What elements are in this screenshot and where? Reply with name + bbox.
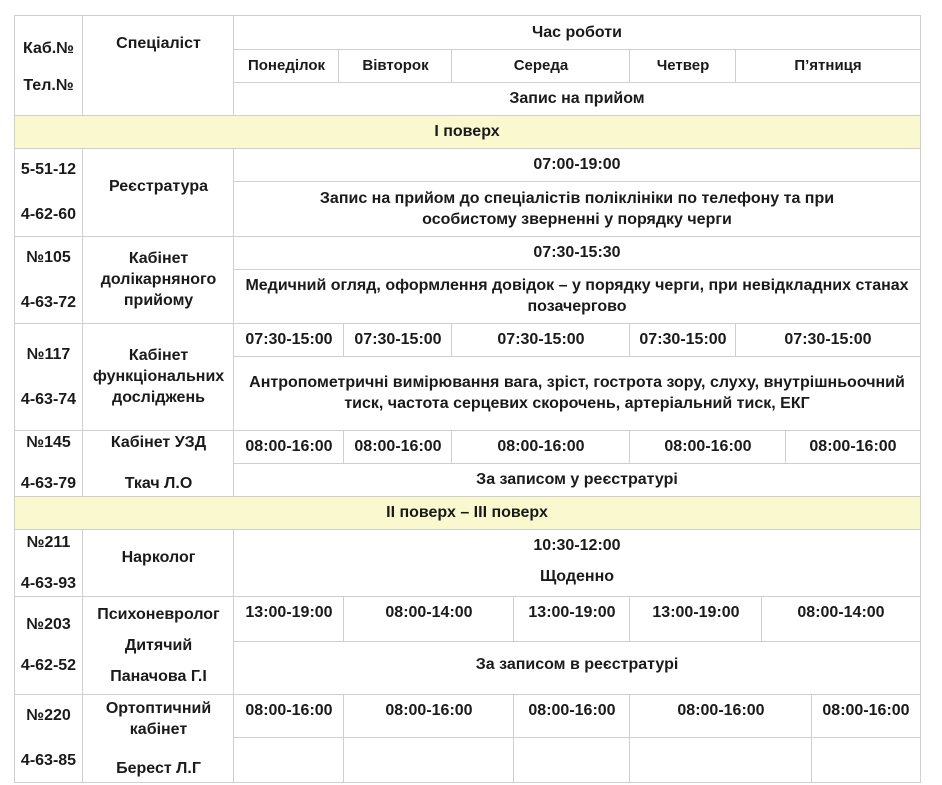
day-thursday: Четвер — [656, 57, 710, 74]
cab-tel-header — [14, 16, 83, 115]
specialist-name: Ортоптичний кабінет — [105, 699, 212, 738]
specialist-cell: Кабінет функціональних досліджень — [92, 347, 225, 406]
note-cell: Антропометричні вимірювання вага, зріст, гострота зору, слуху, внутрішньоочний тиск, частота серцевих скорочень, артеріальний тиск, ЕКГ — [249, 374, 905, 412]
cab-tel-cell — [14, 596, 83, 694]
day-tuesday: Вівторок — [362, 57, 429, 74]
specialist-name: Кабінет УЗД — [110, 434, 207, 451]
tel-label: Тел.№ — [23, 77, 74, 94]
cab-number: 5-51-12 — [20, 161, 77, 178]
phone-number: 4-63-79 — [20, 475, 77, 492]
hours-cell: 13:00-19:00 — [528, 604, 616, 621]
cab-tel-cell — [14, 148, 83, 236]
note-cell: Медичний огляд, оформлення довідок – у порядку черги, при невідкладних станах позачергово — [245, 277, 909, 315]
day-monday: Понеділок — [247, 57, 326, 74]
cab-tel-cell — [14, 529, 83, 596]
phone-number: 4-63-85 — [20, 752, 77, 769]
phone-number: 4-63-72 — [20, 293, 77, 311]
hours-cell: 08:00-16:00 — [664, 438, 752, 455]
note-cell: За записом у реєстратурі — [476, 471, 678, 488]
cab-number: №203 — [26, 616, 71, 633]
hours-cell: 07:30-15:00 — [245, 331, 333, 348]
cab-number: №117 — [26, 345, 71, 363]
specialist-header: Спеціаліст — [116, 34, 201, 52]
floor-1-header: І поверх — [14, 115, 920, 148]
hours-cell: 07:30-15:00 — [784, 331, 872, 348]
cab-tel-cell — [14, 323, 83, 430]
cab-number: №220 — [26, 707, 71, 724]
hours-cell: 07:30-15:00 — [354, 331, 442, 348]
hours-cell: 08:00-16:00 — [385, 702, 473, 719]
cab-tel-cell — [14, 236, 83, 323]
hours-cell: 07:30-15:00 — [497, 331, 585, 348]
hours-cell: 08:00-16:00 — [528, 702, 616, 719]
cab-number: №105 — [26, 248, 71, 266]
specialist-name: Психоневролог — [97, 605, 220, 623]
phone-number: 4-62-52 — [20, 657, 77, 674]
hours-cell: 08:00-16:00 — [245, 438, 333, 455]
specialist-cell: Нарколог — [121, 548, 196, 566]
hours-cell: 08:00-16:00 — [245, 702, 333, 719]
hours-cell: 08:00-16:00 — [809, 438, 897, 455]
note-cell: Щоденно — [539, 568, 615, 585]
specialist-cell: Реєстратура — [108, 177, 208, 195]
note-cell — [234, 737, 920, 782]
work-hours-header: Час роботи — [532, 24, 622, 41]
hours-cell: 07:30-15:00 — [639, 331, 727, 348]
day-wednesday: Середа — [513, 57, 569, 74]
note-cell: За записом в реєстратурі — [475, 655, 679, 673]
floor-2-3-header: ІІ поверх – ІІІ поверх — [14, 496, 920, 529]
specialist-cell — [83, 694, 234, 782]
doctor-name: Паначова Г.І — [110, 667, 207, 685]
hours-cell: 08:00-16:00 — [497, 438, 585, 455]
hours-cell: 08:00-16:00 — [677, 702, 765, 719]
cab-tel-cell — [14, 430, 83, 496]
appointment-header: Запис на прийом — [509, 90, 645, 107]
specialist-cell — [83, 596, 234, 694]
hours-cell: 13:00-19:00 — [652, 604, 740, 621]
hours-cell: 08:00-16:00 — [822, 702, 910, 719]
cab-number: №211 — [26, 533, 71, 551]
doctor-name: Берест Л.Г — [116, 759, 201, 777]
note-cell: Запис на прийом до спеціалістів поліклініки по телефону та при особистому зверненні у порядку черги — [319, 189, 835, 228]
hours-cell: 08:00-14:00 — [797, 604, 885, 621]
cab-label: Каб.№ — [22, 40, 75, 57]
cab-tel-cell — [14, 694, 83, 782]
doctor-name: Ткач Л.О — [124, 475, 193, 492]
day-friday: П’ятниця — [794, 57, 862, 74]
hours-cell: 08:00-14:00 — [385, 604, 473, 621]
hours-cell: 07:00-19:00 — [533, 156, 621, 173]
phone-number: 4-62-60 — [20, 206, 77, 223]
hours-cell: 07:30-15:30 — [533, 244, 621, 261]
specialist-type: Дитячий — [124, 636, 193, 654]
phone-number: 4-63-74 — [20, 390, 77, 408]
hours-cell: 08:00-16:00 — [354, 438, 442, 455]
specialist-cell: Кабінет долікарняного прийому — [100, 250, 217, 309]
cab-number: №145 — [26, 434, 71, 451]
specialist-cell — [83, 430, 234, 496]
hours-cell: 10:30-12:00 — [533, 537, 621, 554]
phone-number: 4-63-93 — [20, 574, 77, 592]
hours-cell: 13:00-19:00 — [245, 604, 333, 621]
